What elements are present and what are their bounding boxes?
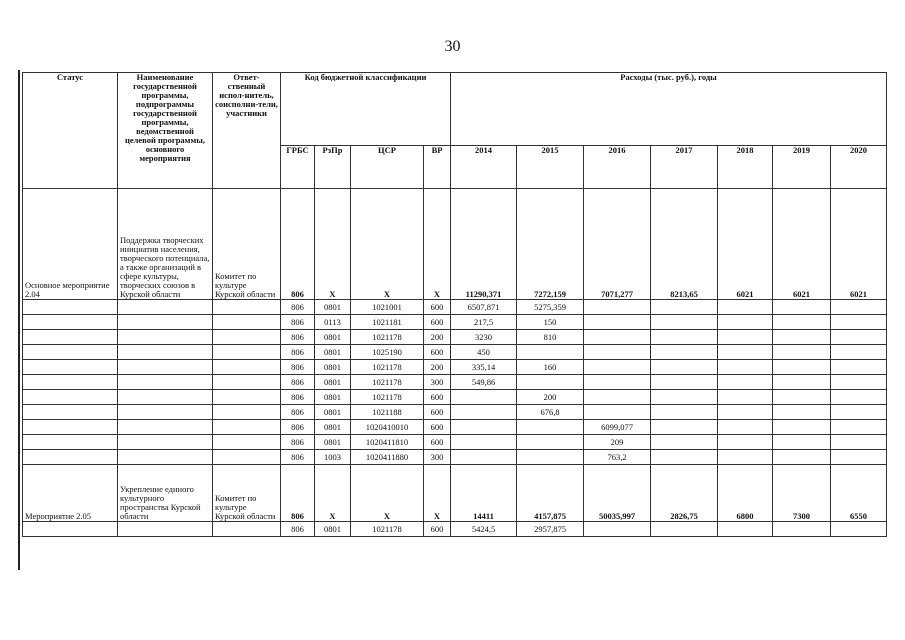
cell-rzpr: 0113 xyxy=(315,315,351,330)
table-row xyxy=(23,315,887,330)
cell-vr: 200 xyxy=(424,360,451,375)
row-status xyxy=(23,375,118,390)
cell-expense: 6021 xyxy=(831,189,887,300)
cell-expense: 200 xyxy=(517,390,584,405)
cell-grbs: 806 xyxy=(281,390,315,405)
cell-grbs: 806 xyxy=(281,330,315,345)
page-number: 30 xyxy=(444,38,461,55)
cell-expense: 209 xyxy=(584,435,651,450)
cell-expense xyxy=(451,420,517,435)
table-row xyxy=(23,345,887,360)
cell-vr: 600 xyxy=(424,420,451,435)
cell-expense xyxy=(773,435,831,450)
cell-rzpr: 0801 xyxy=(315,300,351,315)
cell-csr: 1021178 xyxy=(351,360,424,375)
cell-expense xyxy=(651,300,718,315)
cell-expense xyxy=(584,522,651,537)
cell-expense xyxy=(718,345,773,360)
cell-expense: 14411 xyxy=(451,465,517,522)
cell-expense xyxy=(773,390,831,405)
cell-grbs: 806 xyxy=(281,465,315,522)
cell-expense xyxy=(831,360,887,375)
row-status xyxy=(23,300,118,315)
cell-expense: 5275,359 xyxy=(517,300,584,315)
cell-expense: 7071,277 xyxy=(584,189,651,300)
cell-expense: 50035,997 xyxy=(584,465,651,522)
row-status: Основное мероприятие 2.04 xyxy=(23,189,118,300)
cell-expense: 450 xyxy=(451,345,517,360)
left-border-line xyxy=(18,70,20,570)
cell-expense xyxy=(831,390,887,405)
cell-expense xyxy=(718,390,773,405)
cell-vr: Х xyxy=(424,465,451,522)
row-name xyxy=(118,315,213,330)
cell-expense xyxy=(718,522,773,537)
row-name xyxy=(118,450,213,465)
table-row xyxy=(23,465,887,522)
cell-expense: 217,5 xyxy=(451,315,517,330)
cell-vr: 200 xyxy=(424,330,451,345)
row-name xyxy=(118,522,213,537)
cell-expense xyxy=(584,315,651,330)
cell-expense: 6099,077 xyxy=(584,420,651,435)
cell-expense xyxy=(831,315,887,330)
cell-grbs: 806 xyxy=(281,435,315,450)
cell-expense xyxy=(584,405,651,420)
cell-rzpr: Х xyxy=(315,189,351,300)
header-budget-code: Код бюджетной классификации xyxy=(281,73,451,146)
cell-expense xyxy=(773,405,831,420)
table-row xyxy=(23,522,887,537)
cell-expense: 7272,159 xyxy=(517,189,584,300)
row-responsible xyxy=(213,420,281,435)
cell-csr: Х xyxy=(351,465,424,522)
cell-expense: 810 xyxy=(517,330,584,345)
cell-grbs: 806 xyxy=(281,300,315,315)
cell-expense xyxy=(718,300,773,315)
cell-csr: 1020411880 xyxy=(351,450,424,465)
row-responsible: Комитет по культуре Курской области xyxy=(213,189,281,300)
cell-expense xyxy=(517,345,584,360)
cell-expense xyxy=(584,360,651,375)
cell-expense xyxy=(584,300,651,315)
cell-vr: Х xyxy=(424,189,451,300)
cell-csr: 1021178 xyxy=(351,522,424,537)
cell-grbs: 806 xyxy=(281,189,315,300)
cell-expense xyxy=(773,345,831,360)
cell-expense xyxy=(718,435,773,450)
cell-grbs: 806 xyxy=(281,420,315,435)
cell-expense xyxy=(517,435,584,450)
cell-expense xyxy=(451,435,517,450)
cell-expense xyxy=(651,405,718,420)
cell-expense xyxy=(718,360,773,375)
cell-vr: 600 xyxy=(424,300,451,315)
cell-expense xyxy=(773,450,831,465)
cell-expense xyxy=(718,375,773,390)
row-responsible xyxy=(213,435,281,450)
row-status xyxy=(23,420,118,435)
row-name: Укрепление единого культурного пространства Курской области xyxy=(118,465,213,522)
cell-vr: 600 xyxy=(424,405,451,420)
cell-expense xyxy=(773,375,831,390)
cell-csr: 1021178 xyxy=(351,375,424,390)
cell-grbs: 806 xyxy=(281,522,315,537)
cell-expense: 6800 xyxy=(718,465,773,522)
cell-expense xyxy=(831,522,887,537)
cell-expense xyxy=(773,300,831,315)
cell-csr: 1021178 xyxy=(351,390,424,405)
table-row xyxy=(23,390,887,405)
row-status xyxy=(23,315,118,330)
header-year: 2018 xyxy=(718,146,773,189)
row-responsible xyxy=(213,405,281,420)
cell-expense: 676,8 xyxy=(517,405,584,420)
cell-expense xyxy=(831,435,887,450)
row-name: Поддержка творческих инициатив населения, творческого потенциала, а также организаций в сфере культуры, творческих союзов в Курской области xyxy=(118,189,213,300)
cell-expense xyxy=(831,375,887,390)
cell-expense xyxy=(651,345,718,360)
cell-expense: 7300 xyxy=(773,465,831,522)
cell-vr: 300 xyxy=(424,375,451,390)
table-row xyxy=(23,300,887,315)
header-vr: ВР xyxy=(424,146,451,189)
cell-rzpr: 0801 xyxy=(315,330,351,345)
cell-expense: 6550 xyxy=(831,465,887,522)
cell-csr: 1021188 xyxy=(351,405,424,420)
cell-csr: 1021001 xyxy=(351,300,424,315)
row-name xyxy=(118,375,213,390)
row-name xyxy=(118,345,213,360)
cell-rzpr: Х xyxy=(315,465,351,522)
row-name xyxy=(118,300,213,315)
header-rzpr: РзПр xyxy=(315,146,351,189)
cell-expense xyxy=(517,420,584,435)
row-responsible xyxy=(213,345,281,360)
cell-grbs: 806 xyxy=(281,450,315,465)
cell-expense xyxy=(651,360,718,375)
cell-rzpr: 0801 xyxy=(315,360,351,375)
row-status xyxy=(23,435,118,450)
table-body xyxy=(23,189,887,537)
cell-grbs: 806 xyxy=(281,345,315,360)
row-responsible xyxy=(213,375,281,390)
table-row xyxy=(23,435,887,450)
cell-grbs: 806 xyxy=(281,315,315,330)
header-year: 2020 xyxy=(831,146,887,189)
cell-expense: 4157,875 xyxy=(517,465,584,522)
table-row xyxy=(23,375,887,390)
cell-expense: 5424,5 xyxy=(451,522,517,537)
row-responsible xyxy=(213,330,281,345)
cell-expense xyxy=(718,330,773,345)
cell-expense xyxy=(584,390,651,405)
cell-rzpr: 0801 xyxy=(315,522,351,537)
cell-expense xyxy=(651,522,718,537)
cell-expense xyxy=(651,375,718,390)
row-status xyxy=(23,330,118,345)
cell-rzpr: 0801 xyxy=(315,375,351,390)
row-name xyxy=(118,435,213,450)
row-responsible xyxy=(213,390,281,405)
header-year: 2014 xyxy=(451,146,517,189)
cell-vr: 600 xyxy=(424,315,451,330)
row-responsible: Комитет по культуре Курской области xyxy=(213,465,281,522)
cell-rzpr: 0801 xyxy=(315,390,351,405)
cell-csr: 1020411810 xyxy=(351,435,424,450)
row-name xyxy=(118,330,213,345)
budget-table xyxy=(22,72,887,537)
row-status xyxy=(23,345,118,360)
cell-expense xyxy=(651,420,718,435)
header-csr: ЦСР xyxy=(351,146,424,189)
cell-vr: 600 xyxy=(424,390,451,405)
cell-expense xyxy=(718,420,773,435)
cell-expense: 763,2 xyxy=(584,450,651,465)
cell-expense: 150 xyxy=(517,315,584,330)
cell-expense xyxy=(773,330,831,345)
cell-expense xyxy=(831,300,887,315)
cell-csr: 1020410010 xyxy=(351,420,424,435)
cell-expense xyxy=(651,450,718,465)
cell-expense xyxy=(718,405,773,420)
cell-grbs: 806 xyxy=(281,360,315,375)
row-status xyxy=(23,390,118,405)
header-responsible: Ответ-ственный испол-нитель, соисполни-тели, участники xyxy=(213,73,281,189)
row-responsible xyxy=(213,300,281,315)
cell-csr: 1025190 xyxy=(351,345,424,360)
row-name xyxy=(118,360,213,375)
table-row xyxy=(23,450,887,465)
cell-expense xyxy=(651,390,718,405)
header-year: 2015 xyxy=(517,146,584,189)
cell-rzpr: 0801 xyxy=(315,345,351,360)
table-row xyxy=(23,189,887,300)
cell-expense xyxy=(773,315,831,330)
cell-expense xyxy=(718,315,773,330)
header-grbs: ГРБС xyxy=(281,146,315,189)
cell-expense xyxy=(584,375,651,390)
header-name: Наименование государственной программы, подпрограммы государственной программы, ведомственной целевой программы, основного мероприятия xyxy=(118,73,213,189)
header-year: 2017 xyxy=(651,146,718,189)
table-row xyxy=(23,330,887,345)
header-year: 2019 xyxy=(773,146,831,189)
cell-expense: 2957,875 xyxy=(517,522,584,537)
cell-expense: 335,14 xyxy=(451,360,517,375)
cell-grbs: 806 xyxy=(281,375,315,390)
cell-vr: 300 xyxy=(424,450,451,465)
cell-expense xyxy=(451,450,517,465)
cell-expense xyxy=(451,405,517,420)
row-status xyxy=(23,405,118,420)
cell-rzpr: 0801 xyxy=(315,420,351,435)
cell-rzpr: 0801 xyxy=(315,405,351,420)
cell-grbs: 806 xyxy=(281,405,315,420)
table-row xyxy=(23,405,887,420)
cell-expense xyxy=(651,315,718,330)
cell-vr: 600 xyxy=(424,522,451,537)
cell-csr: Х xyxy=(351,189,424,300)
header-status: Статус xyxy=(23,73,118,189)
row-status: Мероприятие 2.05 xyxy=(23,465,118,522)
table-row xyxy=(23,420,887,435)
header-expenses: Расходы (тыс. руб.), годы xyxy=(451,73,887,146)
cell-rzpr: 1003 xyxy=(315,450,351,465)
header-year: 2016 xyxy=(584,146,651,189)
row-responsible xyxy=(213,522,281,537)
cell-expense xyxy=(517,450,584,465)
row-name xyxy=(118,405,213,420)
cell-expense xyxy=(651,435,718,450)
cell-expense: 6507,871 xyxy=(451,300,517,315)
cell-vr: 600 xyxy=(424,435,451,450)
cell-expense: 6021 xyxy=(718,189,773,300)
cell-expense: 2826,75 xyxy=(651,465,718,522)
cell-expense xyxy=(651,330,718,345)
cell-rzpr: 0801 xyxy=(315,435,351,450)
row-responsible xyxy=(213,315,281,330)
table-row xyxy=(23,360,887,375)
cell-expense: 3230 xyxy=(451,330,517,345)
cell-expense xyxy=(773,420,831,435)
row-responsible xyxy=(213,360,281,375)
cell-expense xyxy=(584,345,651,360)
cell-expense xyxy=(831,405,887,420)
row-name xyxy=(118,390,213,405)
cell-expense xyxy=(451,390,517,405)
row-status xyxy=(23,522,118,537)
cell-expense xyxy=(831,345,887,360)
row-name xyxy=(118,420,213,435)
cell-expense: 8213,65 xyxy=(651,189,718,300)
cell-expense xyxy=(584,330,651,345)
cell-expense: 549,86 xyxy=(451,375,517,390)
cell-csr: 1021181 xyxy=(351,315,424,330)
row-status xyxy=(23,360,118,375)
cell-expense: 11290,371 xyxy=(451,189,517,300)
cell-expense xyxy=(773,360,831,375)
cell-expense: 6021 xyxy=(773,189,831,300)
cell-vr: 600 xyxy=(424,345,451,360)
cell-expense: 160 xyxy=(517,360,584,375)
row-status xyxy=(23,450,118,465)
cell-csr: 1021178 xyxy=(351,330,424,345)
cell-expense xyxy=(773,522,831,537)
cell-expense xyxy=(718,450,773,465)
cell-expense xyxy=(831,420,887,435)
row-responsible xyxy=(213,450,281,465)
cell-expense xyxy=(517,375,584,390)
cell-expense xyxy=(831,330,887,345)
cell-expense xyxy=(831,450,887,465)
